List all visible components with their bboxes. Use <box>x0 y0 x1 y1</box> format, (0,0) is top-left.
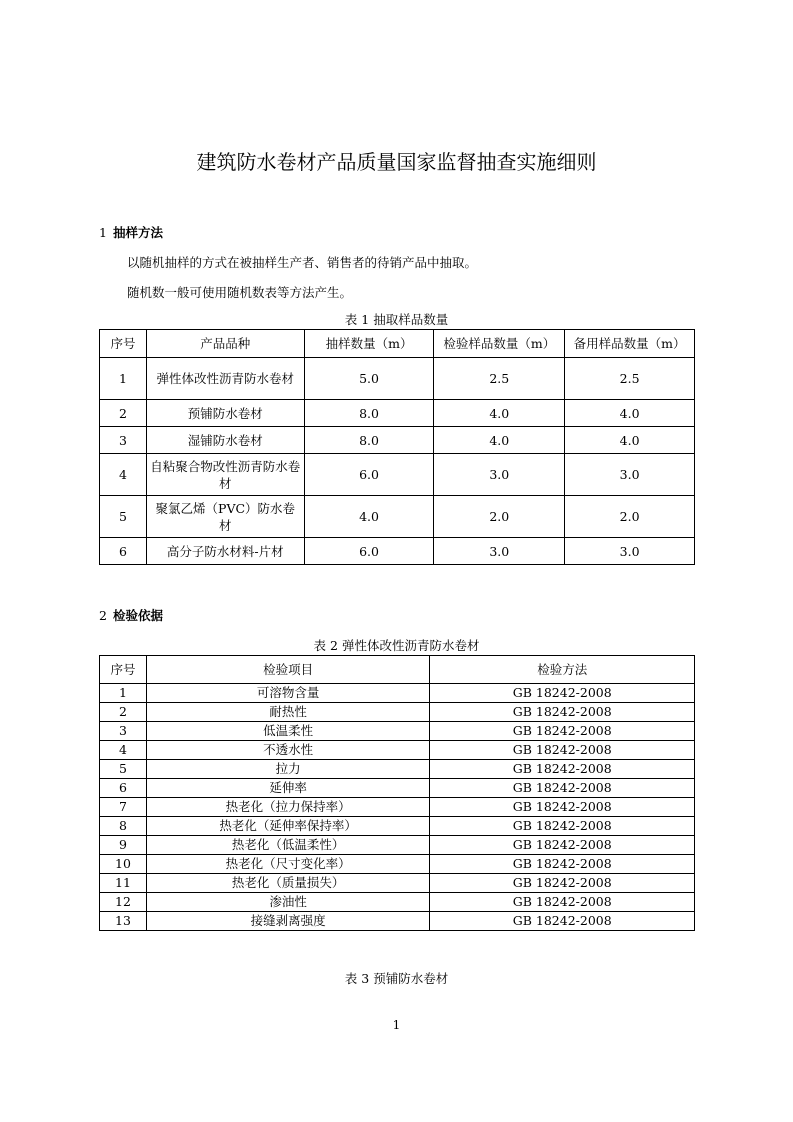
table-cell: 6.0 <box>304 538 434 565</box>
table-cell: 热老化（拉力保持率） <box>146 798 429 817</box>
table-row <box>100 684 695 703</box>
section-heading-sampling <box>99 223 163 241</box>
table-row <box>100 798 695 817</box>
column-header: 产品品种 <box>146 330 304 358</box>
table-row <box>100 400 695 427</box>
table-row <box>100 874 695 893</box>
table-cell: 热老化（低温柔性） <box>146 836 429 855</box>
table-cell: 9 <box>100 836 147 855</box>
table-cell: 6.0 <box>304 454 434 496</box>
column-header: 检验方法 <box>430 656 695 684</box>
table-cell: GB 18242-2008 <box>430 798 695 817</box>
page-title: 建筑防水卷材产品质量国家监督抽查实施细则 <box>196 150 597 174</box>
table-cell: 2 <box>100 400 147 427</box>
table-cell: 6 <box>100 538 147 565</box>
table-cell: 热老化（质量损失） <box>146 874 429 893</box>
table-row <box>100 836 695 855</box>
table-row <box>100 538 695 565</box>
table-cell: 2.5 <box>434 358 565 400</box>
table-cell: GB 18242-2008 <box>430 684 695 703</box>
table-cell: 7 <box>100 798 147 817</box>
table-cell: 热老化（尺寸变化率） <box>146 855 429 874</box>
table-cell: 5 <box>100 760 147 779</box>
table-cell: 渗油性 <box>146 893 429 912</box>
table-cell: 6 <box>100 779 147 798</box>
column-header: 序号 <box>100 656 147 684</box>
section-number: 2 <box>99 608 107 623</box>
table-cell: 接缝剥离强度 <box>146 912 429 931</box>
page-number: 1 <box>392 1018 401 1032</box>
table-cell: 4.0 <box>565 400 695 427</box>
table-cell: 13 <box>100 912 147 931</box>
table-row <box>100 893 695 912</box>
table-cell: 4.0 <box>434 427 565 454</box>
table-cell: GB 18242-2008 <box>430 817 695 836</box>
table-row <box>100 427 695 454</box>
table-cell: 4.0 <box>565 427 695 454</box>
table-cell: 8 <box>100 817 147 836</box>
table-cell: 2 <box>100 703 147 722</box>
table-cell: 不透水性 <box>146 741 429 760</box>
table-row <box>100 741 695 760</box>
table-cell: 可溶物含量 <box>146 684 429 703</box>
table-cell: 4 <box>100 741 147 760</box>
table-row <box>100 703 695 722</box>
table-row <box>100 779 695 798</box>
section-title: 抽样方法 <box>112 225 163 240</box>
table-cell: GB 18242-2008 <box>430 703 695 722</box>
table-cell: 高分子防水材料-片材 <box>146 538 304 565</box>
table-cell: 2.0 <box>565 496 695 538</box>
table-cell: 拉力 <box>146 760 429 779</box>
sample-quantity-table <box>99 329 695 565</box>
section-heading-basis <box>99 606 163 624</box>
table-cell: 延伸率 <box>146 779 429 798</box>
table-caption: 表 2 弹性体改性沥青防水卷材 <box>313 638 480 653</box>
table-row <box>100 722 695 741</box>
table-cell: 3.0 <box>434 538 565 565</box>
table-cell: GB 18242-2008 <box>430 874 695 893</box>
table-cell: GB 18242-2008 <box>430 741 695 760</box>
table-caption: 表 3 预铺防水卷材 <box>344 971 449 986</box>
table-cell: 预铺防水卷材 <box>146 400 304 427</box>
table-cell: 3 <box>100 427 147 454</box>
section-number: 1 <box>99 225 107 240</box>
table-cell: 4.0 <box>304 496 434 538</box>
table-cell: 11 <box>100 874 147 893</box>
table-cell: GB 18242-2008 <box>430 912 695 931</box>
table-cell: 5 <box>100 496 147 538</box>
section-title: 检验依据 <box>112 608 163 623</box>
table-row <box>100 496 695 538</box>
table-cell: GB 18242-2008 <box>430 855 695 874</box>
table-cell: 4 <box>100 454 147 496</box>
table-cell: 热老化（延伸率保持率） <box>146 817 429 836</box>
table-cell: 3.0 <box>434 454 565 496</box>
table-cell: 8.0 <box>304 427 434 454</box>
table-cell: GB 18242-2008 <box>430 722 695 741</box>
column-header: 检验项目 <box>146 656 429 684</box>
table-row <box>100 912 695 931</box>
column-header: 抽样数量（m） <box>304 330 434 358</box>
table-caption: 表 1 抽取样品数量 <box>344 312 449 327</box>
table-cell: 2.0 <box>434 496 565 538</box>
table-cell: 1 <box>100 358 147 400</box>
table-row <box>100 817 695 836</box>
table-cell: 8.0 <box>304 400 434 427</box>
table-cell: 2.5 <box>565 358 695 400</box>
table-cell: 低温柔性 <box>146 722 429 741</box>
table-row <box>100 358 695 400</box>
table-cell: 1 <box>100 684 147 703</box>
table-cell: GB 18242-2008 <box>430 836 695 855</box>
paragraph: 随机数一般可使用随机数表等方法产生。 <box>127 285 353 300</box>
table-cell: GB 18242-2008 <box>430 893 695 912</box>
table-header-row <box>100 656 695 684</box>
table-row <box>100 760 695 779</box>
table-cell: 4.0 <box>434 400 565 427</box>
table-cell: 耐热性 <box>146 703 429 722</box>
table-cell: 弹性体改性沥青防水卷材 <box>146 358 304 400</box>
column-header: 检验样品数量（m） <box>434 330 565 358</box>
inspection-items-table <box>99 655 695 931</box>
table-cell: 聚氯乙烯（PVC）防水卷材 <box>146 496 304 538</box>
table-cell: GB 18242-2008 <box>430 760 695 779</box>
table-cell: 10 <box>100 855 147 874</box>
table-row <box>100 454 695 496</box>
table-cell: 12 <box>100 893 147 912</box>
paragraph: 以随机抽样的方式在被抽样生产者、销售者的待销产品中抽取。 <box>127 255 478 270</box>
table-row <box>100 855 695 874</box>
column-header: 序号 <box>100 330 147 358</box>
table-cell: 3 <box>100 722 147 741</box>
table-cell: 湿铺防水卷材 <box>146 427 304 454</box>
table-cell: 3.0 <box>565 538 695 565</box>
table-cell: 3.0 <box>565 454 695 496</box>
table-cell: 自粘聚合物改性沥青防水卷材 <box>146 454 304 496</box>
table-header-row <box>100 330 695 358</box>
table-cell: 5.0 <box>304 358 434 400</box>
column-header: 备用样品数量（m） <box>565 330 695 358</box>
table-cell: GB 18242-2008 <box>430 779 695 798</box>
